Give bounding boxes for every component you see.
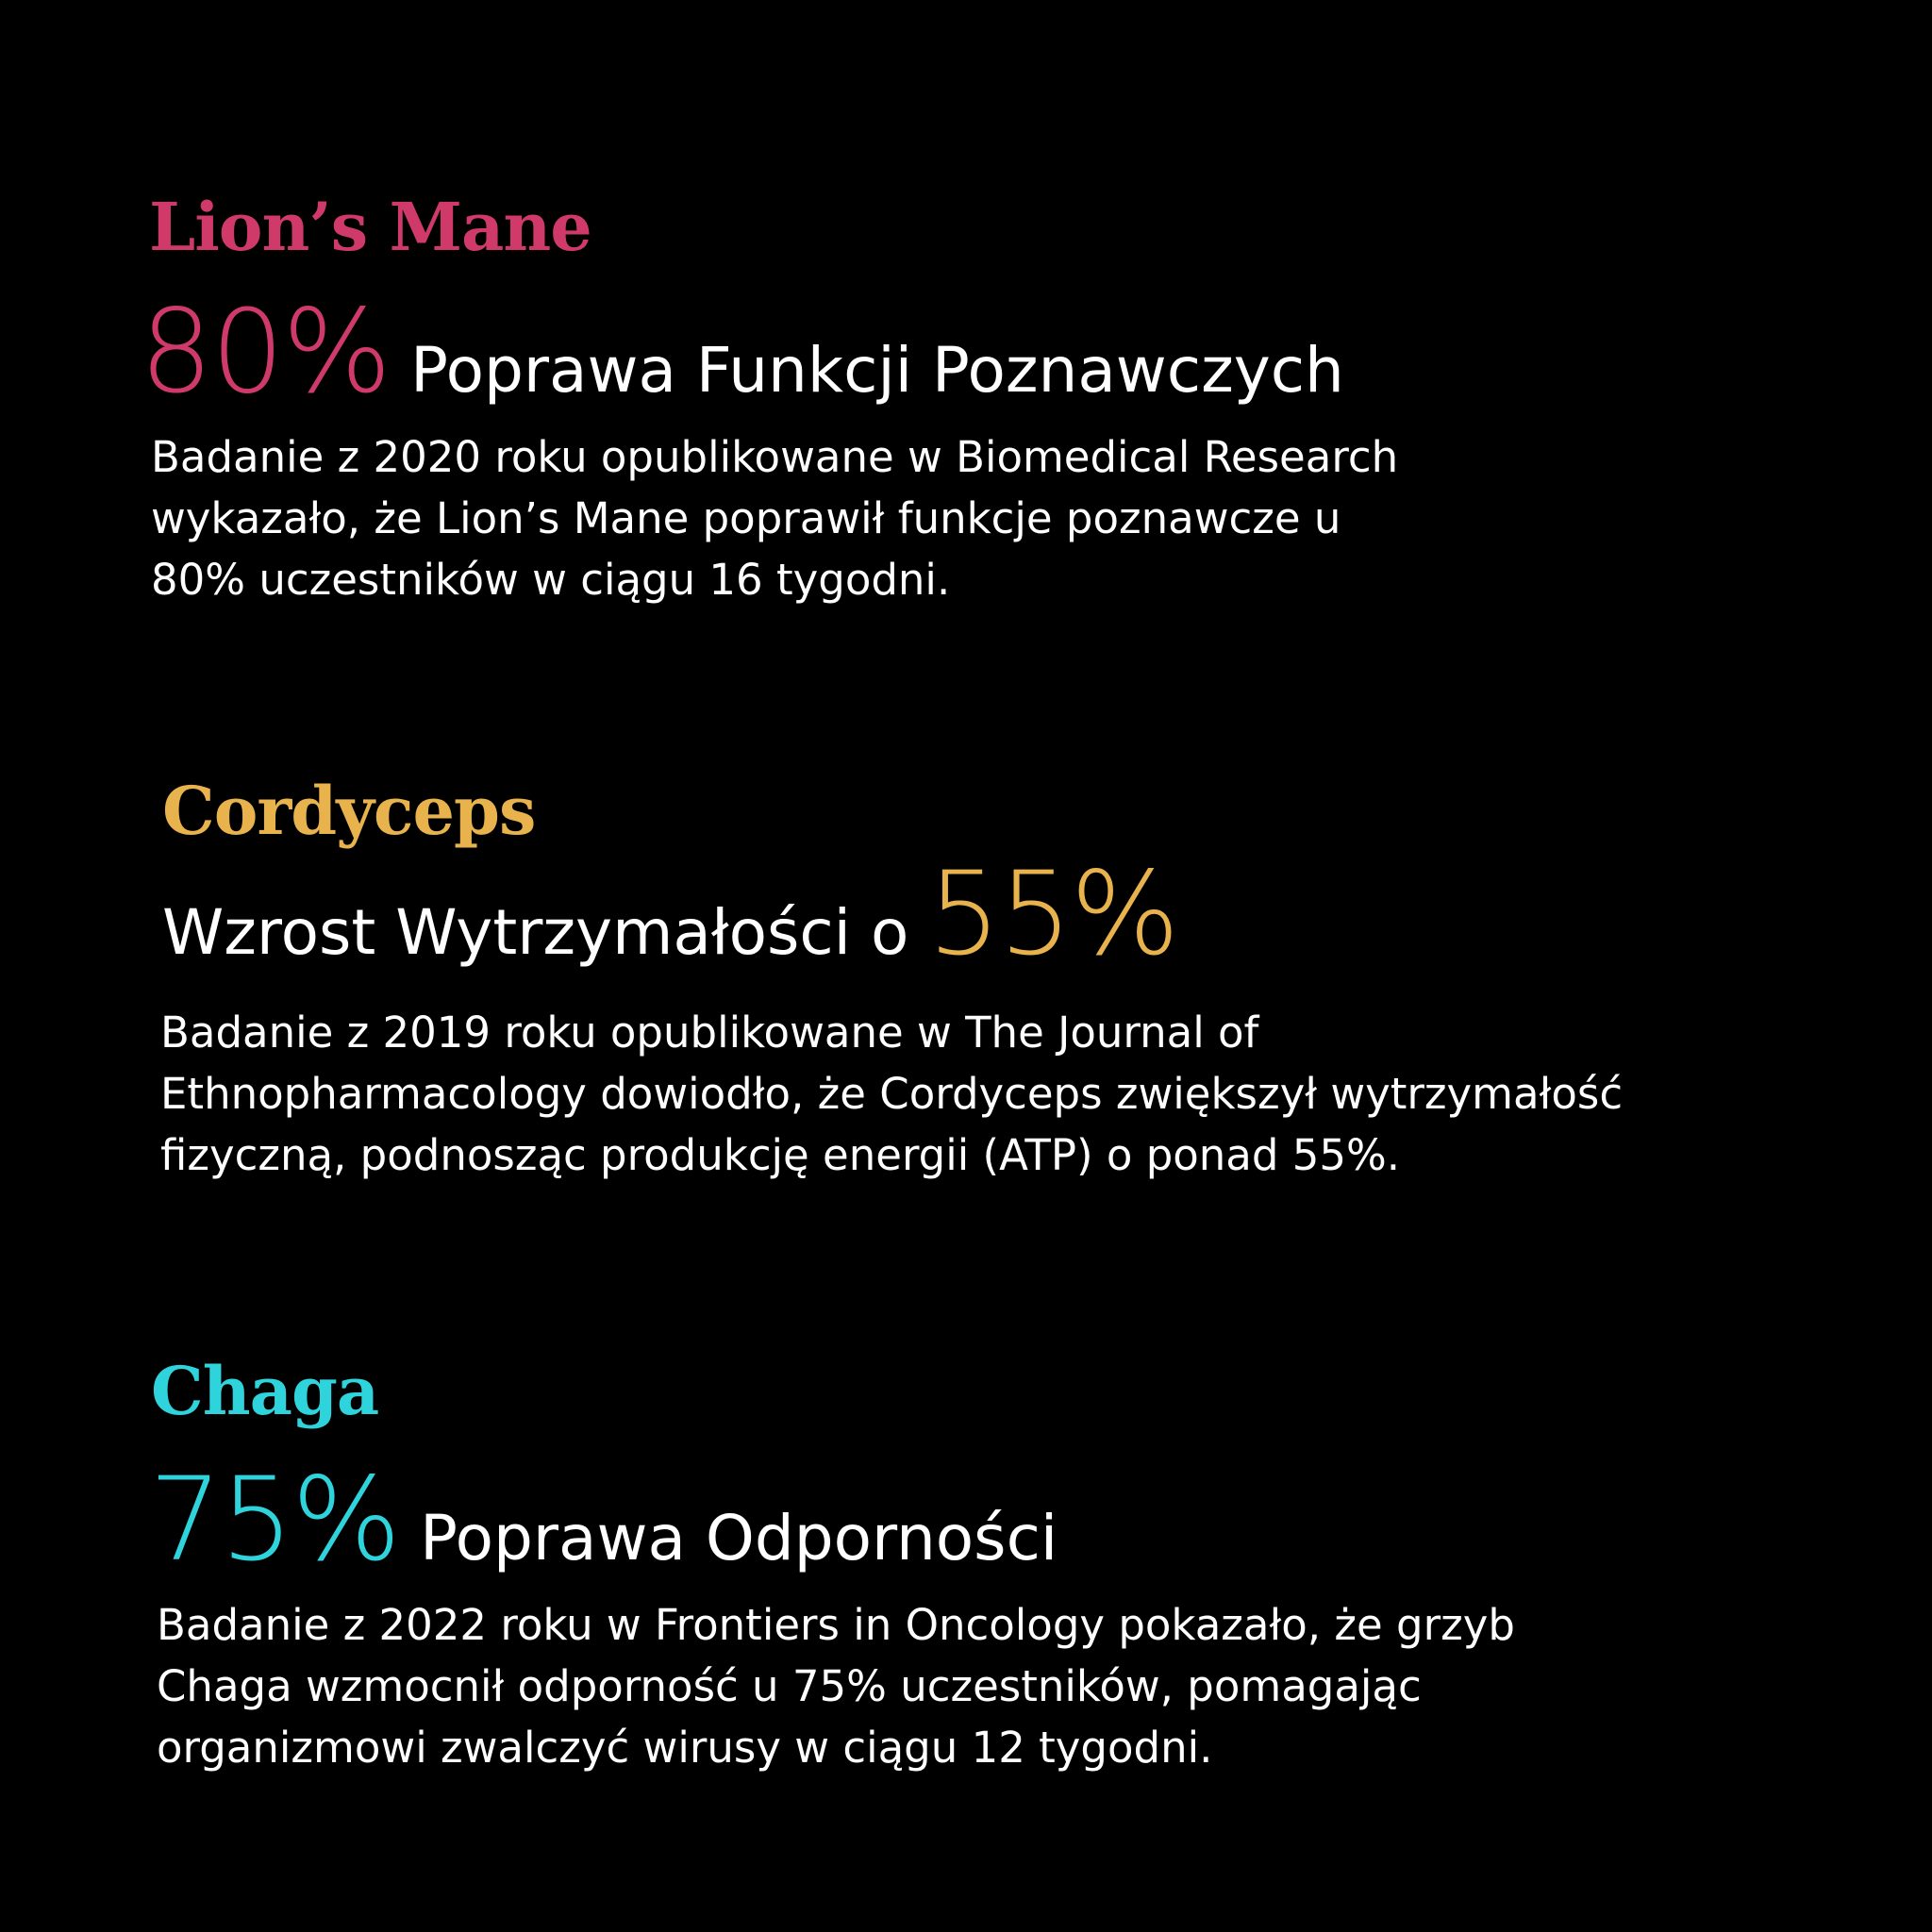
cordyceps-stat: 55% bbox=[927, 847, 1178, 981]
description-line: Ethnopharmacology dowiodło, że Cordyceps zwiększył wytrzymałość bbox=[160, 1069, 1624, 1119]
chaga-name: Chaga bbox=[151, 1352, 379, 1430]
chaga-title: Poprawa Odporności bbox=[420, 1502, 1058, 1574]
description-line: wykazało, że Lion’s Mane poprawił funkcje poznawcze u bbox=[151, 493, 1341, 543]
cordyceps-name: Cordyceps bbox=[162, 772, 536, 850]
cordyceps-title: Wzrost Wytrzymałości o bbox=[162, 896, 909, 969]
description-line: 80% uczestników w ciągu 16 tygodni. bbox=[151, 555, 951, 605]
lions-mane-headline bbox=[140, 285, 1344, 419]
description-line: fizyczną, podnosząc produkcję energii (ATP) o ponad 55%. bbox=[160, 1130, 1401, 1180]
description-line: Badanie z 2022 roku w Frontiers in Oncology pokazało, że grzyb bbox=[157, 1600, 1515, 1650]
description-line: Badanie z 2020 roku opublikowane w Biomedical Research bbox=[151, 432, 1399, 482]
lions-mane-stat: 80% bbox=[140, 285, 391, 419]
description-line: Chaga wzmocnił odporność u 75% uczestników, pomagając bbox=[157, 1661, 1422, 1711]
lions-mane-description bbox=[151, 426, 1398, 610]
chaga-headline bbox=[149, 1453, 1058, 1587]
chaga-description bbox=[157, 1594, 1515, 1778]
description-line: organizmowi zwalczyć wirusy w ciągu 12 tygodni. bbox=[157, 1723, 1213, 1773]
lions-mane-title: Poprawa Funkcji Poznawczych bbox=[410, 334, 1344, 407]
description-line: Badanie z 2019 roku opublikowane w The Journal of bbox=[160, 1008, 1259, 1058]
cordyceps-headline bbox=[162, 847, 1178, 981]
cordyceps-description bbox=[160, 1002, 1623, 1186]
chaga-stat: 75% bbox=[149, 1453, 400, 1587]
lions-mane-name: Lion’s Mane bbox=[149, 188, 591, 266]
